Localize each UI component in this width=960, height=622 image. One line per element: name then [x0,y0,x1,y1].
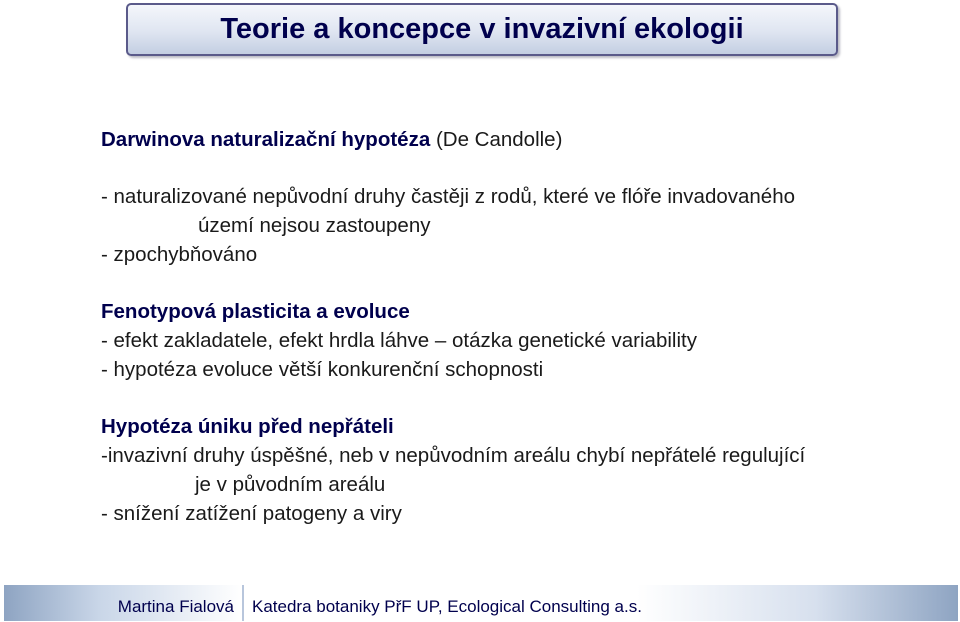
section-heading-enemy-release: Hypotéza úniku před nepřáteli [101,415,394,438]
footer-affiliation: Katedra botaniky PřF UP, Ecological Consulting a.s. [252,597,642,616]
section-heading-plasticity: Fenotypová plasticita a evoluce [101,300,410,323]
bullet-line: - snížení zatížení patogeny a viry [101,502,402,525]
footer-author-panel [4,585,242,621]
bullet-line: -invazivní druhy úspěšné, neb v nepůvodním areálu chybí nepřátelé regulující [101,444,806,467]
bullet-line-continuation: je v původním areálu [195,473,386,496]
bullet-line-continuation: území nejsou zastoupeny [198,214,431,237]
bullet-line: - hypotéza evoluce větší konkurenční schopnosti [101,358,544,381]
bullet-line: - efekt zakladatele, efekt hrdla láhve – otázka genetické variability [101,329,697,352]
section-heading-darwin [101,128,562,152]
slide-title: Teorie a koncepce v invazivní ekologii [220,13,744,45]
footer-affiliation-panel [244,585,958,621]
bullet-line: - naturalizované nepůvodní druhy častěji z rodů, které ve flóře invadovaného [101,185,796,208]
title-box [126,3,838,56]
footer-author: Martina Fialová [117,597,234,616]
section-heading-note: (De Candolle) [435,128,563,151]
section-heading-text: Darwinova naturalizační hypotéza [101,128,431,151]
footer-bar [4,585,958,621]
bullet-line: - zpochybňováno [101,243,258,266]
